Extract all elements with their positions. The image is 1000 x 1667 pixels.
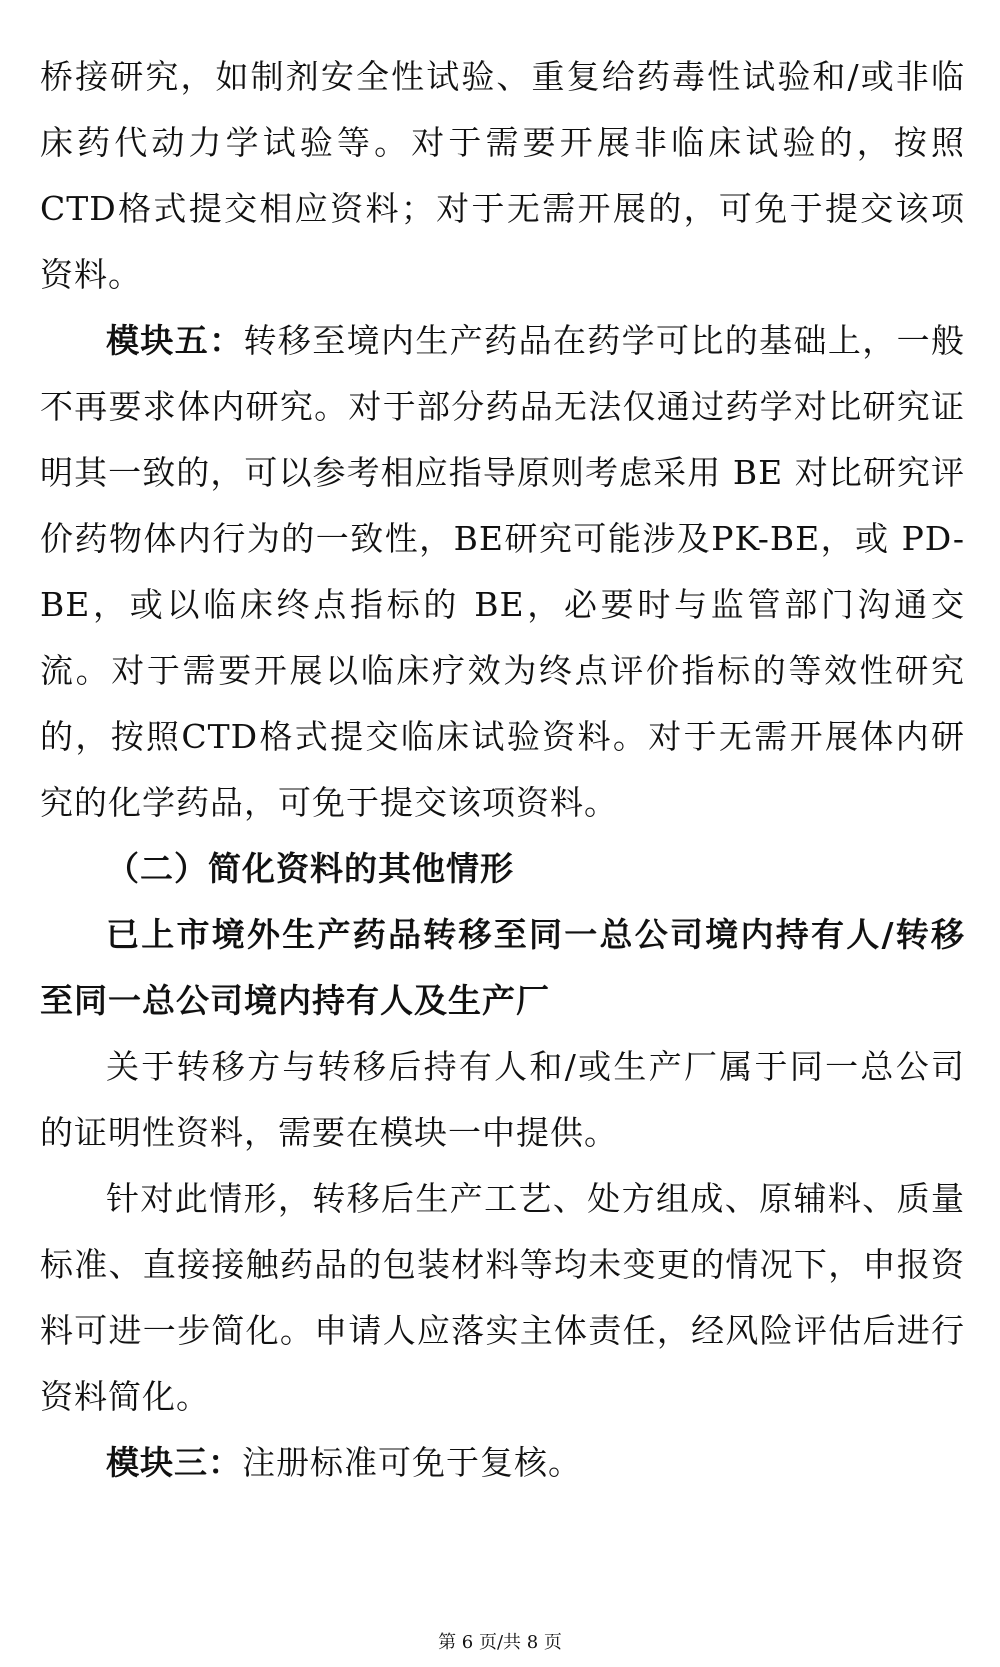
paragraph-module-three xyxy=(40,1430,965,1496)
document-page xyxy=(40,44,965,1496)
section-heading: （二）简化资料的其他情形 xyxy=(106,849,514,888)
page-number-footer: 第 6 页/共 8 页 xyxy=(438,1632,562,1653)
paragraph-simplification: 针对此情形，转移后生产工艺、处方组成、原辅料、质量标准、直接接触药品的包装材料等均未变更的情况下，申报资料可进一步简化。申请人应落实主体责任，经风险评估后进行资料简化。 xyxy=(40,1179,965,1416)
paragraph-bridging-study: 桥接研究，如制剂安全性试验、重复给药毒性试验和/或非临床药代动力学试验等。对于需要开展非临床试验的，按照CTD格式提交相应资料；对于无需开展的，可免于提交该项资料。 xyxy=(40,57,965,294)
paragraph-module-five xyxy=(40,308,965,836)
module-five-label: 模块五： xyxy=(106,321,244,360)
module-three-label: 模块三： xyxy=(106,1443,242,1482)
module-five-text: 转移至境内生产药品在药学可比的基础上，一般不再要求体内研究。对于部分药品无法仅通过药学对比研究证明其一致的，可以参考相应指导原则考虑采用 BE 对比研究评价药物体内行为的一致性，BE研究可能涉及PK-BE，或 PD-BE，或以临床终点指标的 BE，必要时与监管部门沟通交流。对于需要开展以临床疗效为终点评价指标的等效性研究的，按照CTD格式提交临床试验资料。对于无需开展体内研究的化学药品，可免于提交该项资料。 xyxy=(40,321,965,822)
subsection-heading: 已上市境外生产药品转移至同一总公司境内持有人/转移至同一总公司境内持有人及生产厂 xyxy=(40,915,965,1020)
paragraph-proof-documents: 关于转移方与转移后持有人和/或生产厂属于同一总公司的证明性资料，需要在模块一中提供。 xyxy=(40,1047,965,1152)
module-three-text: 注册标准可免于复核。 xyxy=(242,1443,582,1482)
